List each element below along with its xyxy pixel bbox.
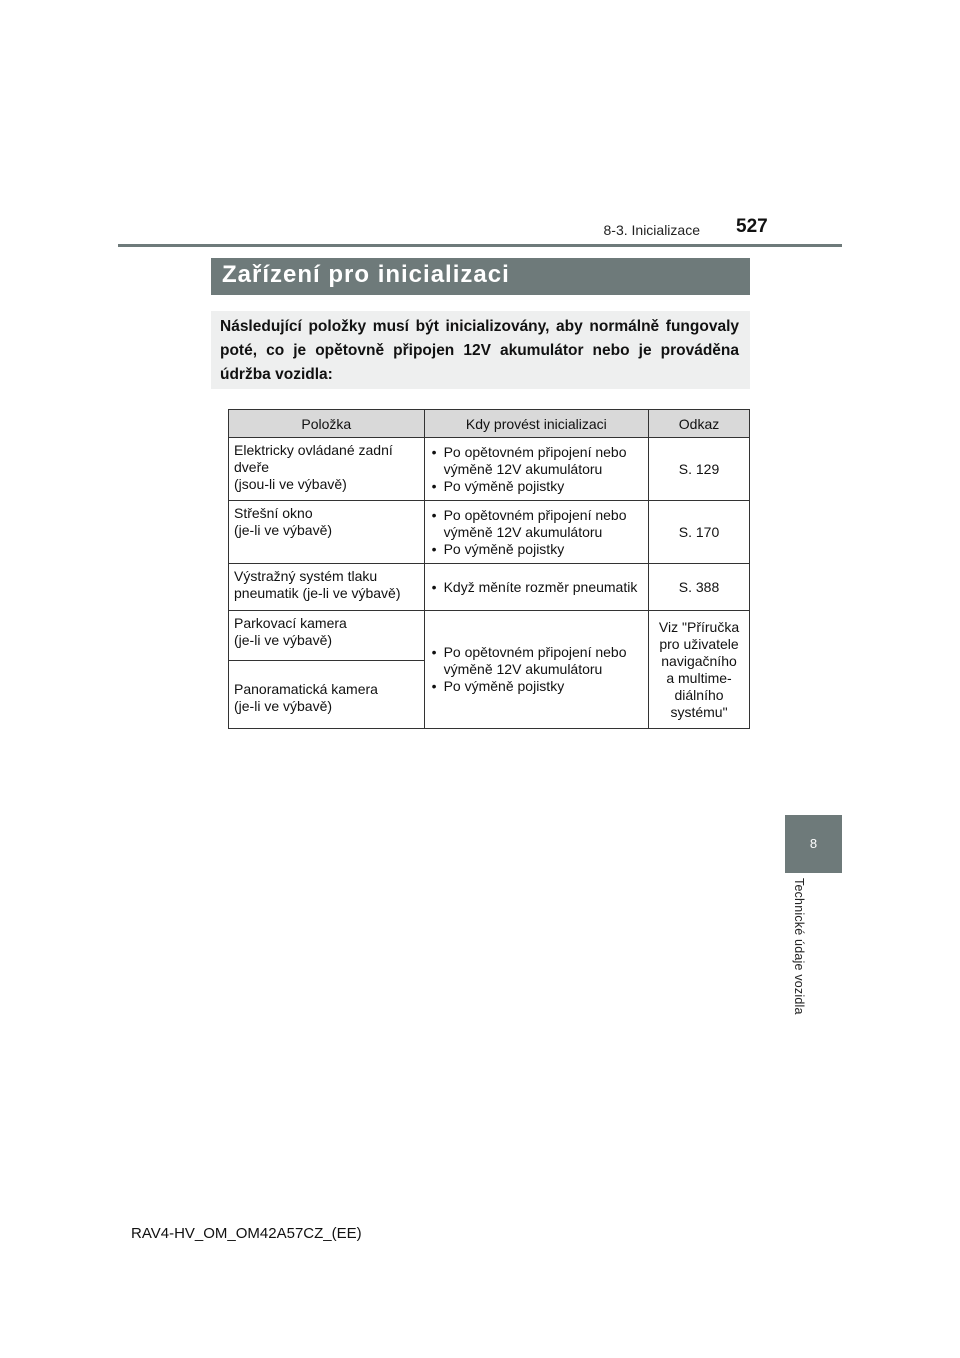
when-cell bbox=[424, 564, 648, 611]
item-cell bbox=[229, 611, 425, 661]
reference-text: systému" bbox=[670, 703, 728, 720]
bullet-item: • Po výměně pojistky bbox=[430, 478, 643, 495]
header-section-title: 8-3. Inicializace bbox=[603, 222, 700, 238]
item-cell bbox=[229, 564, 425, 611]
reference-text: pro uživatele bbox=[659, 635, 739, 652]
item-cell bbox=[229, 661, 425, 729]
when-cell bbox=[424, 611, 648, 729]
reference-cell bbox=[649, 438, 750, 501]
when-cell bbox=[424, 501, 648, 564]
section-title: Zařízení pro inicializaci bbox=[222, 261, 510, 288]
footer-document-code: RAV4-HV_OM_OM42A57CZ_(EE) bbox=[131, 1225, 362, 1242]
bullet-item: • Po výměně pojistky bbox=[430, 541, 643, 558]
column-header-when: Kdy provést inicializaci bbox=[424, 410, 648, 438]
page-reference: S. 170 bbox=[678, 523, 720, 540]
bullet-item: • Po opětovném připojení nebo výměně 12V akumulátoru bbox=[430, 644, 643, 678]
chapter-tab[interactable]: 8 bbox=[785, 815, 842, 873]
item-text: dveře bbox=[234, 459, 270, 475]
table-row bbox=[229, 564, 750, 611]
table-row bbox=[229, 501, 750, 564]
item-cell bbox=[229, 438, 425, 501]
item-text: Střešní okno bbox=[234, 505, 313, 521]
item-cell bbox=[229, 501, 425, 564]
reference-cell bbox=[649, 564, 750, 611]
reference-text: a multime- bbox=[666, 669, 732, 686]
table-header-row bbox=[229, 410, 750, 438]
bullet-item: • Po výměně pojistky bbox=[430, 678, 643, 695]
page-reference: S. 388 bbox=[678, 578, 720, 595]
reference-text: Viz "Příručka bbox=[658, 618, 740, 635]
table-row bbox=[229, 611, 750, 661]
reference-text: diálního bbox=[674, 686, 724, 703]
item-text: (jsou-li ve výbavě) bbox=[234, 476, 347, 492]
page-reference: S. 129 bbox=[678, 460, 720, 477]
item-text: pneumatik (je-li ve výbavě) bbox=[234, 585, 401, 601]
column-header-item: Položka bbox=[229, 410, 425, 438]
bullet-item: • Po opětovném připojení nebo výměně 12V akumulátoru bbox=[430, 444, 643, 478]
reference-text: navigačního bbox=[661, 652, 737, 669]
item-text: (je-li ve výbavě) bbox=[234, 632, 333, 648]
item-text: Elektricky ovládané zadní bbox=[234, 442, 393, 458]
initialization-table bbox=[228, 409, 750, 729]
item-text: Výstražný systém tlaku bbox=[234, 568, 378, 584]
item-text: (je-li ve výbavě) bbox=[234, 698, 333, 714]
bullet-item: • Po opětovném připojení nebo výměně 12V akumulátoru bbox=[430, 507, 643, 541]
item-text: (je-li ve výbavě) bbox=[234, 522, 333, 538]
column-header-reference: Odkaz bbox=[649, 410, 750, 438]
intro-box bbox=[211, 311, 750, 389]
page-number: 527 bbox=[736, 216, 768, 237]
intro-text: Následující položky musí být inicializovány, aby normálně fungovaly poté, co je opětovně připojen 12V akumulátor nebo je prováděna údržba vozidla: bbox=[220, 318, 739, 383]
table-row bbox=[229, 438, 750, 501]
item-text: Parkovací kamera bbox=[234, 615, 347, 631]
header-rule bbox=[118, 244, 842, 247]
bullet-item: • Když měníte rozměr pneumatik bbox=[430, 579, 643, 596]
when-cell bbox=[424, 438, 648, 501]
section-title-bar bbox=[211, 258, 750, 295]
chapter-label: Technické údaje vozidla bbox=[792, 878, 806, 1015]
item-text: Panoramatická kamera bbox=[234, 681, 378, 697]
reference-cell bbox=[649, 611, 750, 729]
reference-cell bbox=[649, 501, 750, 564]
